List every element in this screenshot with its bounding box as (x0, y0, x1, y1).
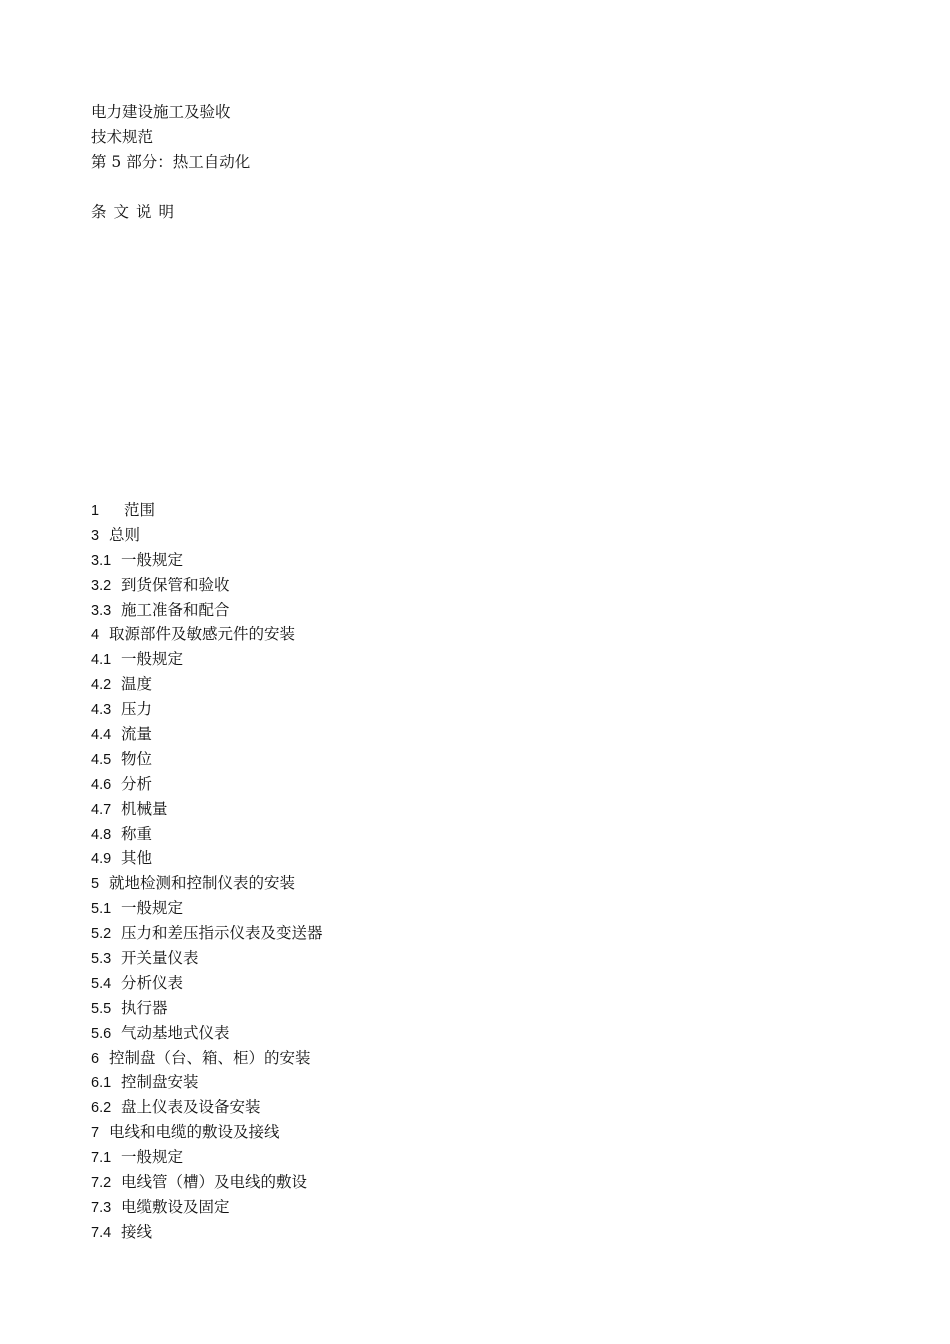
toc-title: 总则 (109, 525, 141, 544)
toc-number: 4.6 (91, 776, 112, 793)
toc-number: 7.3 (91, 1199, 112, 1216)
toc-title: 控制盘（台、箱、柜）的安装 (109, 1048, 311, 1067)
toc-title: 机械量 (121, 799, 168, 818)
toc-title: 电缆敷设及固定 (121, 1197, 230, 1216)
toc-number: 4.2 (91, 677, 112, 694)
toc-number: 3 (91, 527, 100, 544)
toc-number: 6.2 (91, 1100, 112, 1117)
toc-entry (91, 971, 323, 996)
toc-entry (91, 996, 323, 1021)
toc-entry (91, 1145, 323, 1170)
toc-number: 7.4 (91, 1224, 112, 1241)
toc-number: 7.2 (91, 1175, 112, 1192)
toc-entry (91, 1170, 323, 1195)
toc-title: 一般规定 (121, 899, 184, 918)
toc-number: 4.4 (91, 727, 112, 744)
toc-number: 5 (91, 876, 100, 893)
toc-number: 5.4 (91, 975, 112, 992)
toc-number: 5.6 (91, 1025, 112, 1042)
toc-title: 电线和电缆的敷设及接线 (109, 1123, 280, 1142)
toc-entry (91, 747, 323, 772)
toc-title: 一般规定 (121, 550, 184, 569)
toc-title: 盘上仪表及设备安装 (121, 1098, 261, 1117)
toc-number: 3.2 (91, 577, 112, 594)
spacer (91, 175, 250, 200)
toc-title: 施工准备和配合 (121, 600, 230, 619)
toc-title: 范围 (124, 501, 156, 519)
toc-entry (91, 1046, 323, 1071)
toc-entry (91, 772, 323, 797)
toc-entry (91, 722, 323, 747)
toc-number: 7 (91, 1125, 100, 1142)
toc-number: 1 (91, 503, 100, 519)
toc-title: 一般规定 (121, 1148, 184, 1167)
toc-title: 压力和差压指示仪表及变送器 (121, 924, 323, 943)
toc-entry (91, 1220, 323, 1245)
toc-entry (91, 871, 323, 896)
toc-number: 4.8 (91, 826, 112, 843)
toc-title: 分析仪表 (121, 973, 184, 992)
toc-entry (91, 523, 323, 548)
toc-title: 温度 (121, 675, 153, 694)
toc-title: 就地检测和控制仪表的安装 (109, 874, 296, 893)
toc-title: 气动基地式仪表 (121, 1023, 230, 1042)
title-line-3: 第 5 部分：热工自动化 (91, 153, 251, 171)
toc-entry (91, 573, 323, 598)
toc-entry (91, 946, 323, 971)
toc-entry (91, 672, 323, 697)
toc-title: 控制盘安装 (121, 1073, 199, 1092)
toc-entry (91, 1021, 323, 1046)
toc-entry (91, 921, 323, 946)
table-of-contents (91, 498, 323, 1245)
toc-number: 4.9 (91, 851, 112, 868)
toc-number: 4.7 (91, 801, 112, 818)
document-header (91, 100, 250, 225)
toc-entry (91, 896, 323, 921)
toc-title: 到货保管和验收 (121, 575, 230, 594)
toc-entry (91, 822, 323, 847)
toc-number: 3.1 (91, 552, 112, 569)
toc-entry (91, 1095, 323, 1120)
toc-title: 其他 (121, 849, 153, 868)
toc-number: 5.1 (91, 901, 112, 918)
toc-title: 压力 (121, 700, 153, 719)
toc-title: 流量 (121, 725, 153, 744)
toc-number: 5.3 (91, 951, 112, 968)
toc-title: 电线管（槽）及电线的敷设 (121, 1173, 308, 1192)
toc-entry (91, 1195, 323, 1220)
document-subtitle: 条文说明 (91, 203, 182, 221)
toc-title: 接线 (121, 1222, 153, 1241)
toc-entry (91, 598, 323, 623)
toc-number: 7.1 (91, 1150, 112, 1167)
toc-title: 取源部件及敏感元件的安装 (109, 625, 296, 644)
toc-title: 执行器 (121, 998, 168, 1017)
toc-entry (91, 797, 323, 822)
toc-title: 称重 (121, 824, 153, 843)
toc-title: 分析 (121, 774, 153, 793)
toc-title: 一般规定 (121, 650, 184, 669)
toc-number: 4.3 (91, 702, 112, 719)
toc-entry (91, 697, 323, 722)
toc-title: 开关量仪表 (121, 949, 199, 968)
toc-number: 4.1 (91, 652, 112, 669)
toc-number: 5.2 (91, 926, 112, 943)
toc-entry (91, 1070, 323, 1095)
toc-entry (91, 622, 323, 647)
toc-entry (91, 498, 323, 523)
toc-number: 4.5 (91, 751, 112, 768)
title-line-2: 技术规范 (91, 128, 154, 146)
toc-entry (91, 1120, 323, 1145)
toc-number: 5.5 (91, 1000, 112, 1017)
toc-number: 3.3 (91, 602, 112, 619)
toc-entry (91, 548, 323, 573)
toc-number: 6 (91, 1050, 100, 1067)
toc-entry (91, 846, 323, 871)
toc-number: 6.1 (91, 1075, 112, 1092)
toc-title: 物位 (121, 749, 153, 768)
toc-entry (91, 647, 323, 672)
toc-number: 4 (91, 627, 100, 644)
title-line-1: 电力建设施工及验收 (91, 103, 231, 121)
